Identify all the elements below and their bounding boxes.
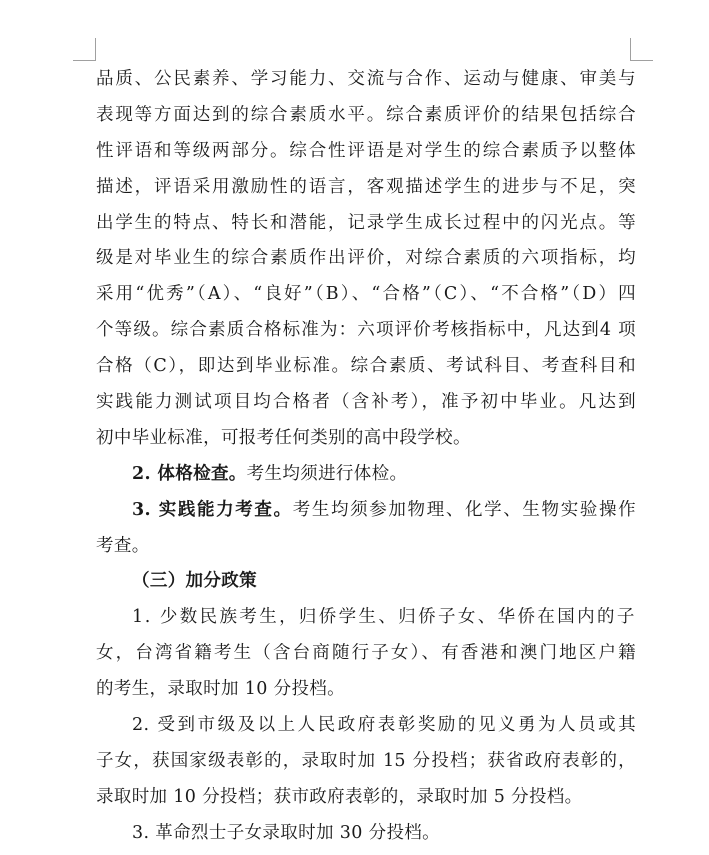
crop-mark-right	[630, 38, 653, 61]
crop-mark-left	[73, 38, 96, 61]
item-text: 考生均须参加物理、化学、生物实验操作	[292, 499, 636, 520]
paragraph-line: 2. 受到市级及以上人民政府表彰奖励的见义勇为人员或其	[132, 715, 636, 736]
paragraph-line: 表现等方面达到的综合素质水平。综合素质评价的结果包括综合	[96, 104, 636, 125]
paragraph-line: 个等级。综合素质合格标准为：六项评价考核指标中，凡达到4 项	[96, 320, 636, 341]
item-practice-exam	[96, 493, 636, 529]
paragraph-line: 性评语和等级两部分。综合性评语是对学生的综合素质予以整体	[96, 140, 636, 161]
paragraph-line: 描述，评语采用激励性的语言，客观描述学生的进步与不足，突	[96, 176, 636, 197]
section-heading: （三）加分政策	[132, 571, 257, 592]
paragraph-line: 1. 少数民族考生，归侨学生、归侨子女、华侨在国内的子	[132, 607, 636, 628]
item-title: 2. 体格检查。	[132, 463, 247, 484]
paragraph-line: 实践能力测试项目均合格者（含补考），准予初中毕业。凡达到	[96, 392, 636, 413]
paragraph-line: 合格（C），即达到毕业标准。综合素质、考试科目、考查科目和	[96, 356, 636, 377]
paragraph-line: 女，台湾省籍考生（含台商随行子女）、有香港和澳门地区户籍	[96, 643, 636, 664]
paragraph-line: 的考生，录取时加 10 分投档。	[96, 679, 345, 700]
paragraph-line: 采用“优秀”（A）、“良好”（B）、“合格”（C）、“不合格”（D）四	[96, 284, 636, 305]
item-title: 3. 实践能力考查。	[132, 499, 293, 520]
paragraph-line: 子女，获国家级表彰的，录取时加 15 分投档；获省政府表彰的，	[96, 750, 636, 771]
paragraph-line: 考查。	[96, 535, 150, 556]
item-physical-exam	[96, 457, 636, 493]
paragraph-line: 录取时加 10 分投档；获市政府表彰的，录取时加 5 分投档。	[96, 786, 583, 807]
item-text: 考生均须进行体检。	[246, 463, 408, 484]
paragraph-line: 品质、公民素养、学习能力、交流与合作、运动与健康、审美与	[96, 69, 636, 89]
document-body	[96, 62, 636, 852]
paragraph-line: 初中毕业标准，可报考任何类别的高中段学校。	[96, 427, 471, 448]
paragraph-line: 3. 革命烈士子女录取时加 30 分投档。	[132, 822, 441, 843]
paragraph-line: 级是对毕业生的综合素质作出评价，对综合素质的六项指标，均	[96, 248, 636, 269]
paragraph-line: 出学生的特点、特长和潜能，记录学生成长过程中的闪光点。等	[96, 212, 636, 233]
